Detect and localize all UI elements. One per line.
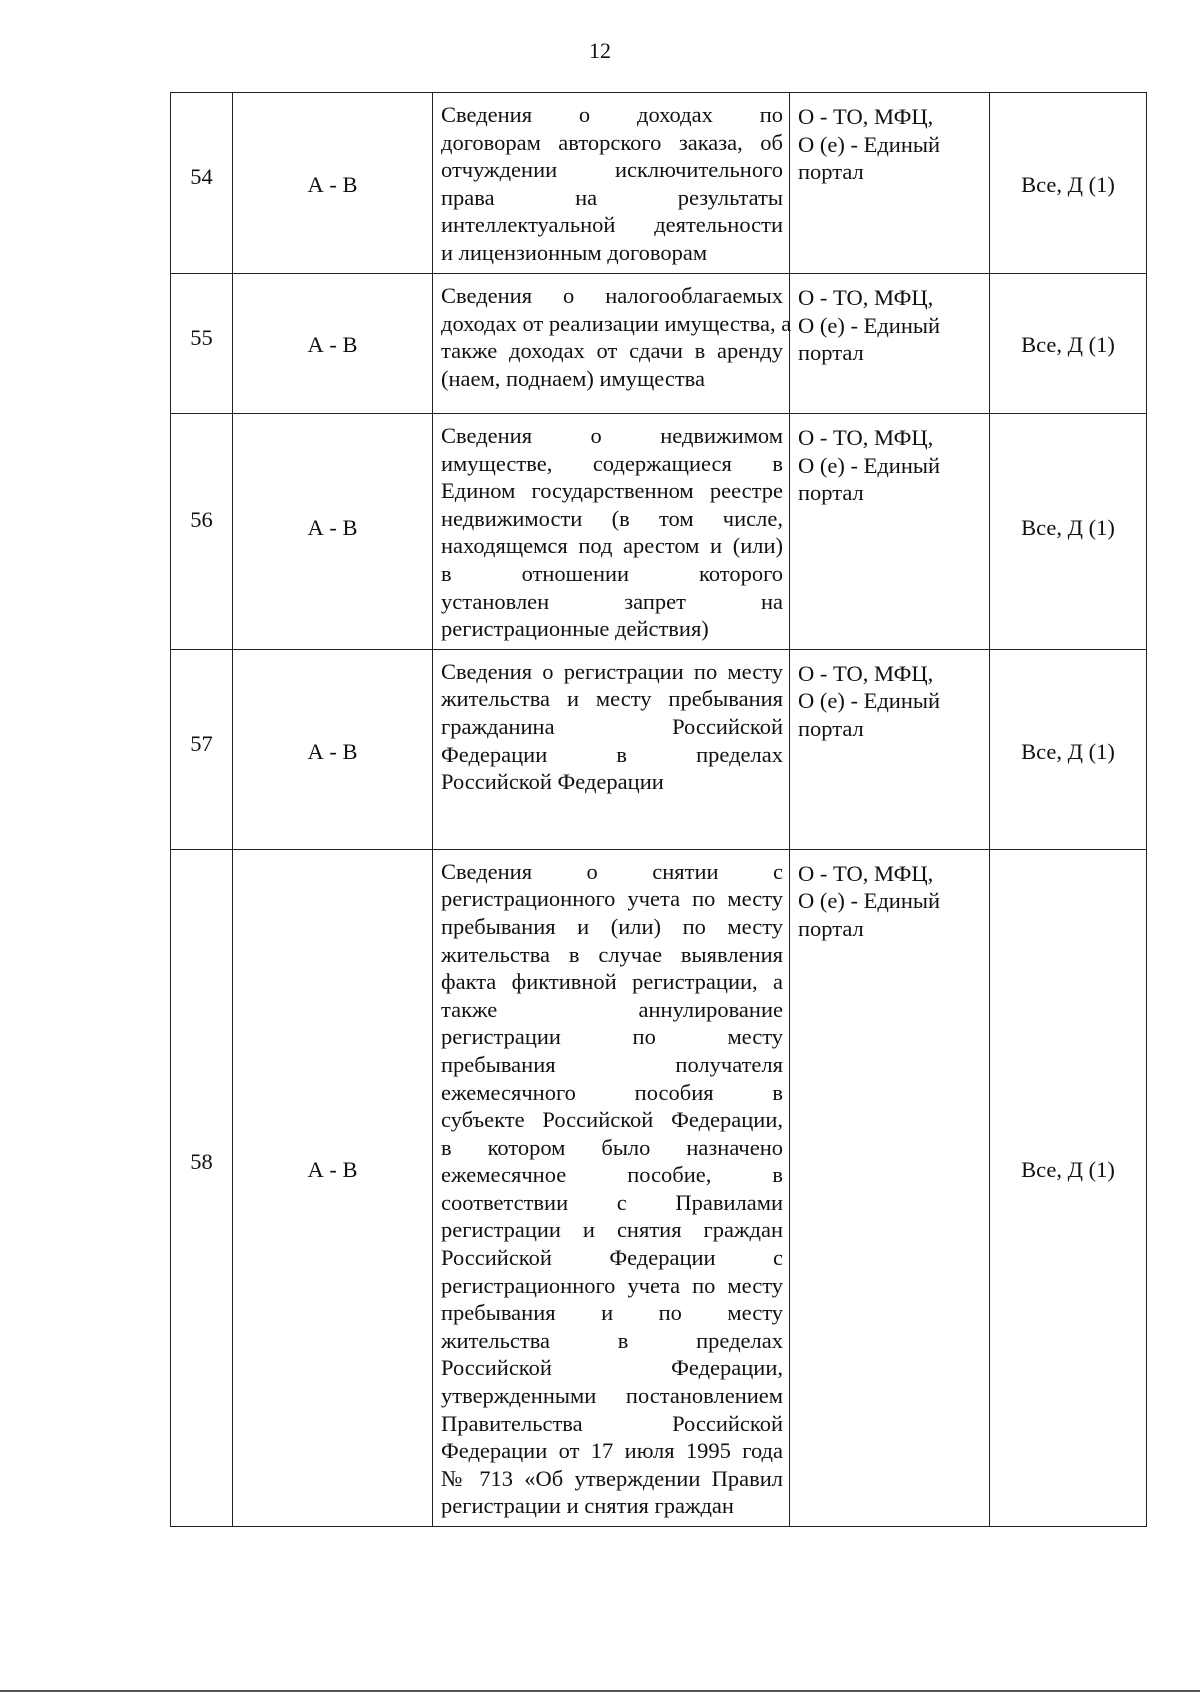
- code-value: А - В: [307, 172, 358, 197]
- description-line: Российской Федерации,: [441, 1355, 783, 1381]
- description-line: Российской Федерации: [441, 769, 664, 795]
- description-line: регистрации и снятия граждан: [441, 1217, 783, 1243]
- recipients-cell: [990, 274, 1147, 414]
- source-line: О - ТО, МФЦ,: [798, 104, 934, 129]
- code-value: А - В: [307, 332, 358, 357]
- code-value: А - В: [307, 1156, 358, 1182]
- table-row: [171, 649, 1147, 849]
- source-line: О (е) - Единый: [798, 688, 941, 714]
- table-row: [171, 93, 1147, 274]
- description-line: пребывания и (или) по месту: [441, 913, 783, 939]
- description-cell: [433, 274, 790, 414]
- description-line: недвижимости (в том числе,: [441, 505, 783, 531]
- description-line: в отношении которого: [441, 560, 783, 586]
- source-line: О - ТО, МФЦ,: [798, 425, 934, 450]
- description-line: Федерации в пределах: [441, 741, 783, 767]
- description-line: субъекте Российской Федерации,: [441, 1107, 783, 1133]
- source-cell: [790, 93, 990, 274]
- description-line: регистрационного учета по месту: [441, 886, 783, 912]
- code-value: А - В: [307, 738, 358, 764]
- description-cell: [433, 649, 790, 849]
- table-row: [171, 849, 1147, 1526]
- row-number-cell: [171, 274, 233, 414]
- page-number: 12: [589, 38, 611, 63]
- description-line: соответствии с Правилами: [441, 1189, 783, 1215]
- description-line: Федерации от 17 июля 1995 года: [441, 1438, 783, 1464]
- row-number: 58: [190, 1148, 213, 1174]
- description-line: регистрации по месту: [441, 1024, 783, 1050]
- recipients-value: Все, Д (1): [1021, 172, 1115, 197]
- code-cell: [233, 849, 433, 1526]
- row-number: 57: [190, 730, 213, 756]
- description-line: договорам авторского заказа, об: [441, 129, 783, 155]
- description-line: ежемесячного пособия в: [441, 1079, 783, 1105]
- description-line: утвержденными постановлением: [441, 1383, 783, 1409]
- code-cell: [233, 93, 433, 274]
- footer-rule: [0, 1690, 1200, 1692]
- description-line: жительства в пределах: [441, 1327, 783, 1353]
- description-line: в котором было назначено: [441, 1134, 783, 1160]
- document-table: [170, 92, 1147, 1527]
- description-line: ежемесячное пособие, в: [441, 1162, 783, 1188]
- source-cell: [790, 414, 990, 650]
- description-line: интеллектуальной деятельности: [441, 212, 783, 238]
- source-line: портал: [798, 340, 864, 366]
- description-line: Сведения о налогооблагаемых: [441, 283, 783, 308]
- description-line: № 713 «Об утверждении Правил: [441, 1465, 783, 1491]
- recipients-value: Все, Д (1): [1021, 1156, 1115, 1182]
- description-cell: [433, 849, 790, 1526]
- code-cell: [233, 649, 433, 849]
- source-line: О (е) - Единый: [798, 888, 941, 914]
- description-line: находящемся под арестом и (или): [441, 533, 783, 559]
- recipients-cell: [990, 414, 1147, 650]
- source-line: О (е) - Единый: [798, 452, 941, 478]
- code-value: А - В: [307, 515, 358, 540]
- row-number: 55: [190, 325, 213, 350]
- recipients-value: Все, Д (1): [1021, 332, 1115, 357]
- description-line: Сведения о регистрации по месту: [441, 658, 783, 684]
- source-line: О (е) - Единый: [798, 312, 941, 338]
- description-line: доходах от реализации имущества, а: [441, 310, 792, 336]
- description-line: установлен запрет на: [441, 588, 783, 614]
- description-line: регистрации и снятия граждан: [441, 1493, 734, 1519]
- description-line: жительства в случае выявления: [441, 941, 783, 967]
- description-cell: [433, 414, 790, 650]
- description-line: Сведения о недвижимом: [441, 423, 783, 448]
- recipients-value: Все, Д (1): [1021, 738, 1115, 764]
- row-number: 56: [190, 507, 213, 532]
- description-line: имуществе, содержащиеся в: [441, 450, 783, 476]
- recipients-cell: [990, 93, 1147, 274]
- description-line: пребывания получателя: [441, 1051, 783, 1077]
- description-line: Правительства Российской: [441, 1410, 783, 1436]
- description-line: регистрационные действия): [441, 616, 709, 642]
- row-number-cell: [171, 849, 233, 1526]
- source-line: портал: [798, 159, 864, 185]
- source-line: О - ТО, МФЦ,: [798, 860, 934, 886]
- recipients-cell: [990, 649, 1147, 849]
- description-line: факта фиктивной регистрации, а: [441, 969, 783, 995]
- description-line: (наем, поднаем) имущества: [441, 365, 705, 391]
- source-cell: [790, 274, 990, 414]
- source-line: О - ТО, МФЦ,: [798, 285, 934, 310]
- source-line: портал: [798, 480, 864, 506]
- code-cell: [233, 414, 433, 650]
- description-line: пребывания и по месту: [441, 1300, 783, 1326]
- row-number-cell: [171, 93, 233, 274]
- recipients-value: Все, Д (1): [1021, 515, 1115, 540]
- description-line: также аннулирование: [441, 996, 783, 1022]
- description-line: гражданина Российской: [441, 713, 783, 739]
- description-line: права на результаты: [441, 184, 783, 210]
- description-cell: [433, 93, 790, 274]
- description-line: также доходах от сдачи в аренду: [441, 338, 783, 364]
- code-cell: [233, 274, 433, 414]
- description-line: Сведения о снятии с: [441, 858, 783, 884]
- description-line: Российской Федерации с: [441, 1245, 783, 1271]
- source-line: портал: [798, 715, 864, 741]
- description-line: жительства и месту пребывания: [441, 686, 783, 712]
- source-line: О - ТО, МФЦ,: [798, 660, 934, 686]
- source-cell: [790, 649, 990, 849]
- source-line: портал: [798, 915, 864, 941]
- source-cell: [790, 849, 990, 1526]
- row-number-cell: [171, 414, 233, 650]
- table-row: [171, 274, 1147, 414]
- row-number-cell: [171, 649, 233, 849]
- row-number: 54: [190, 164, 213, 189]
- table-row: [171, 414, 1147, 650]
- description-line: Едином государственном реестре: [441, 478, 783, 504]
- description-line: и лицензионным договорам: [441, 239, 708, 265]
- description-line: Сведения о доходах по: [441, 102, 783, 127]
- description-line: регистрационного учета по месту: [441, 1272, 783, 1298]
- description-line: отчуждении исключительного: [441, 157, 783, 183]
- source-line: О (е) - Единый: [798, 131, 941, 157]
- recipients-cell: [990, 849, 1147, 1526]
